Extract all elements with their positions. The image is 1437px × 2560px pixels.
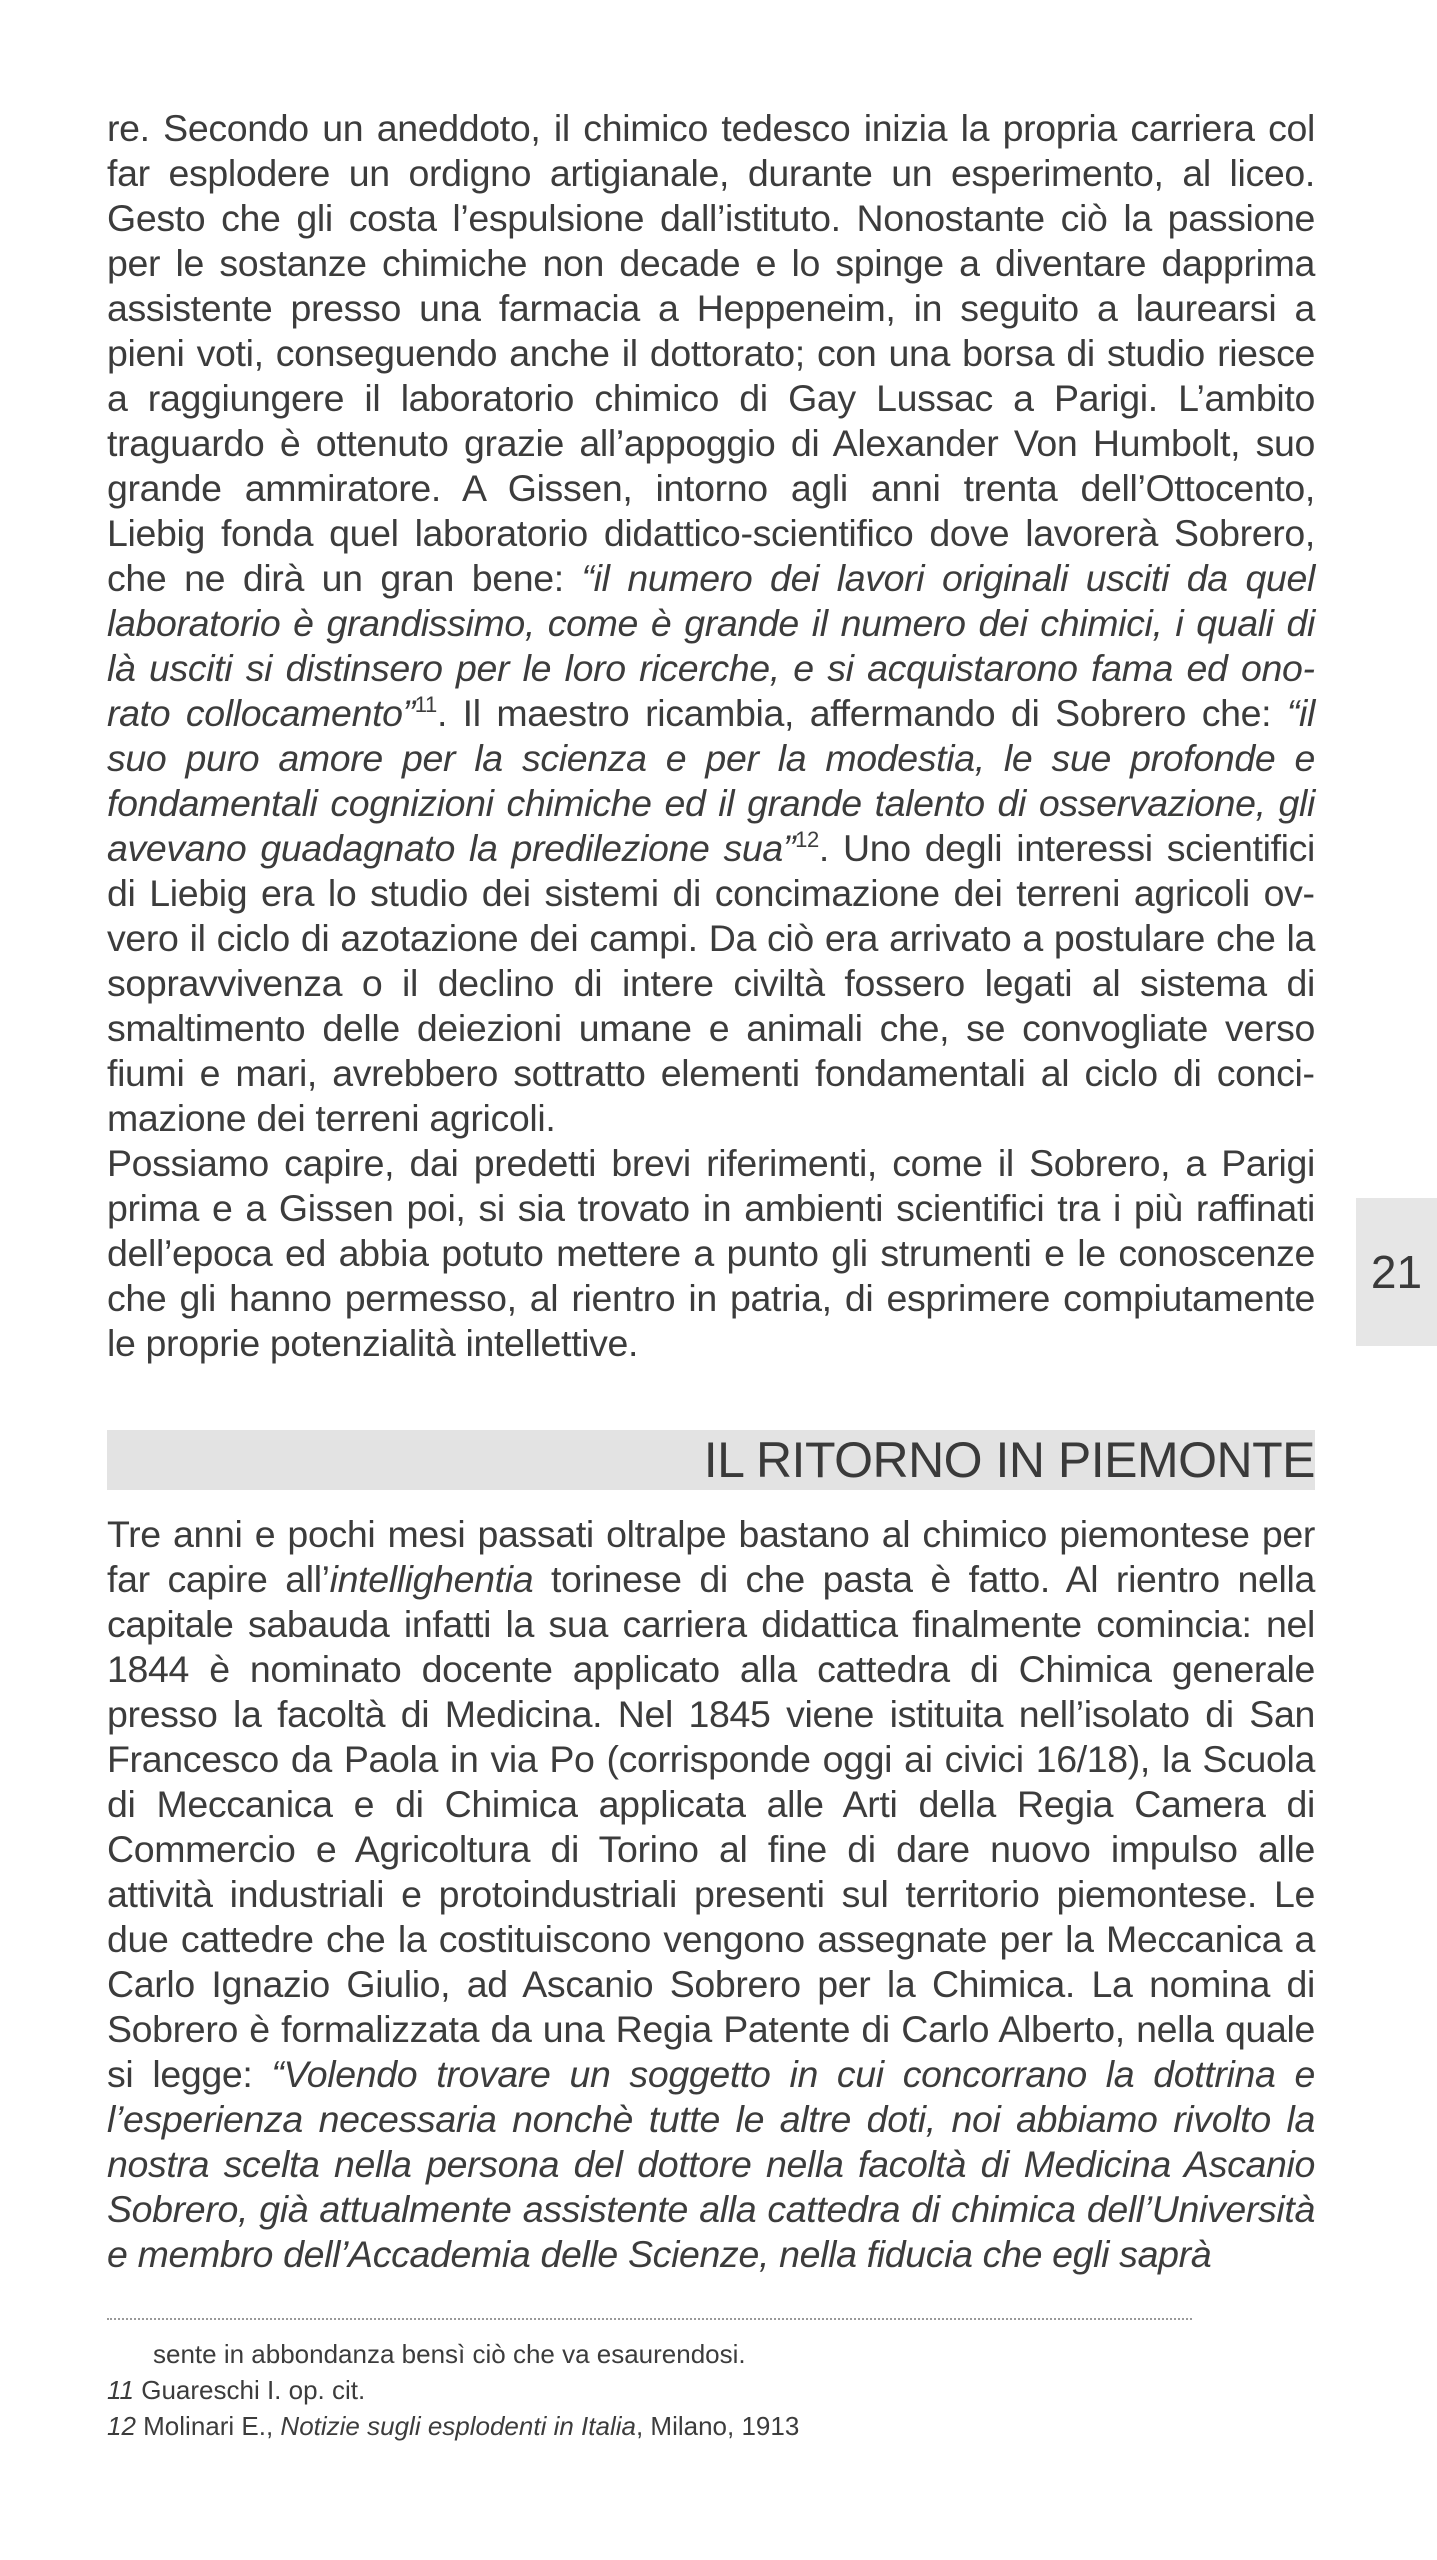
footnote-ref-11: 11 <box>414 692 437 717</box>
paragraph-summary: Possiamo capire, dai predetti brevi riferimenti, come il Sobrero, a Parigi prima e a Gissen poi, si sia trovato in ambienti scientifici tra i più raffinati dell’epoca ed abbia potuto mettere a punto gli strumenti e le conoscenze che gli hanno permesso, al rientro in patria, di esprimere compiutamente le proprie potenzialità intellettive. <box>107 1142 1315 1364</box>
paragraph-liebig <box>107 106 1315 1141</box>
section-heading-bar <box>107 1430 1315 1490</box>
footnotes <box>107 2336 1207 2444</box>
footnote-number: 12 <box>107 2411 136 2441</box>
paragraph-text: . Il maestro ricambia, affermando di Sobrero che: <box>436 692 1287 734</box>
italic-term: intellighentia <box>329 1558 534 1600</box>
body-text-top <box>107 106 1315 1366</box>
footnote-author: Molinari E., <box>135 2411 281 2441</box>
page-number: 21 <box>1370 1246 1423 1298</box>
footnote-11 <box>107 2372 1207 2408</box>
page-number-tab <box>1356 1198 1437 1346</box>
footnote-text: , Milano, 1913 <box>635 2411 800 2441</box>
paragraph-text: re. Secondo un aneddoto, il chimico tedesco inizia la propria carriera col far esplodere un ordigno artigianale, durante un esperimento, al liceo. Gesto che gli costa l’espulsione dall’istituto. Nonostante ciò la passione per le sostanze chimiche non decade e lo spinge a diventare dapprima assistente presso una farmacia a Heppeneim, in seguito a laurearsi a pieni voti, conseguendo anche il dottorato; con una borsa di studio riesce a raggiungere il laboratorio chimico di Gay Lussac a Parigi. L’ambito traguardo è ottenuto grazie all’appoggio di Alexander Von Humbolt, suo grande ammiratore. A Gissen, intorno agli anni trenta dell’Ottocento, Liebig fonda quel laboratorio didattico-scientifico dove lavorerà Sobrero, che ne dirà un gran bene: <box>107 107 1315 599</box>
footnote-divider <box>107 2318 1192 2320</box>
footnote-12 <box>107 2408 1207 2444</box>
quote-liebig-on-sobrero: “il suo puro amore per la scienza e per la modestia, le sue profonde e fondamentali cognizioni chimiche ed il grande talento di osservazione, gli avevano guadagnato la predilezione sua” <box>107 692 1315 869</box>
footnote-number: 11 <box>107 2375 134 2405</box>
footnote-text: Guareschi I. op. cit. <box>134 2375 366 2405</box>
paragraph-text: . Uno degli interessi scientifici di Liebig era lo studio dei sistemi di concimazione dei terreni agricoli ovvero il ciclo di azotazione dei campi. Da ciò era arrivato a postulare che la sopravvivenza o il declino di intere civiltà fossero legati al sistema di smaltimento delle deiezioni umane e animali che, se convogliate verso fiumi e mari, avrebbero sottratto elementi fondamentali al ciclo di concimazione dei terreni agricoli. <box>107 827 1315 1139</box>
paragraph-text: Tre anni e pochi mesi passati oltralpe bastano al chimico piemontese per far capire all’ <box>107 1513 1315 1600</box>
paragraph-return <box>107 1512 1315 2277</box>
paragraph-text: torinese di che pasta è fatto. Al rientro nella capitale sabauda infatti la sua carriera didattica finalmente comincia: nel 1844 è nominato docente applicato alla cattedra di Chimica generale presso la facoltà di Medicina. Nel 1845 viene istituita nell’isolato di San Francesco da Paola in via Po (corrisponde oggi ai civici 16/18), la Scuola di Meccanica e di Chimica applicata alle Arti della Regia Camera di Commercio e Agricoltura di Torino al fine di dare nuovo impulso alle attività industriali e protoindustriali presenti sul territorio piemontese. Le due cattedre che la costituiscono vengono assegnate per la Meccanica a Carlo Ignazio Giulio, ad Ascanio Sobrero per la Chimica. La nomina di Sobrero è formalizzata da una Regia Patente di Carlo Alberto, nella quale si legge: <box>107 1558 1315 2095</box>
quote-regia-patente: “Volendo trovare un soggetto in cui concorrano la dottrina e l’esperienza necessaria nonchè tutte le altre doti, noi abbiamo rivolto la nostra scelta nella persona del dottore nella facoltà di Medicina Ascanio Sobrero, già attualmente assistente alla cattedra di chimica dell’Università e membro dell’Accademia delle Scienze, nella fiducia che egli saprà <box>107 2053 1315 2275</box>
section-heading: IL RITORNO IN PIEMONTE <box>703 1432 1315 1488</box>
footnote-ref-12: 12 <box>795 827 819 852</box>
quote-sobrero-on-lab: “il numero dei lavori originali usciti da quel laboratorio è grandissimo, come è grande il numero dei chimici, i quali di là usciti si distinsero per le loro ricerche, e si acquistarono fama ed onorato collocamento” <box>107 557 1315 734</box>
body-text-section <box>107 1512 1315 2277</box>
footnote-continuation: sente in abbondanza bensì ciò che va esaurendosi. <box>153 2339 746 2369</box>
footnote-title: Notizie sugli esplodenti in Italia <box>280 2411 636 2441</box>
